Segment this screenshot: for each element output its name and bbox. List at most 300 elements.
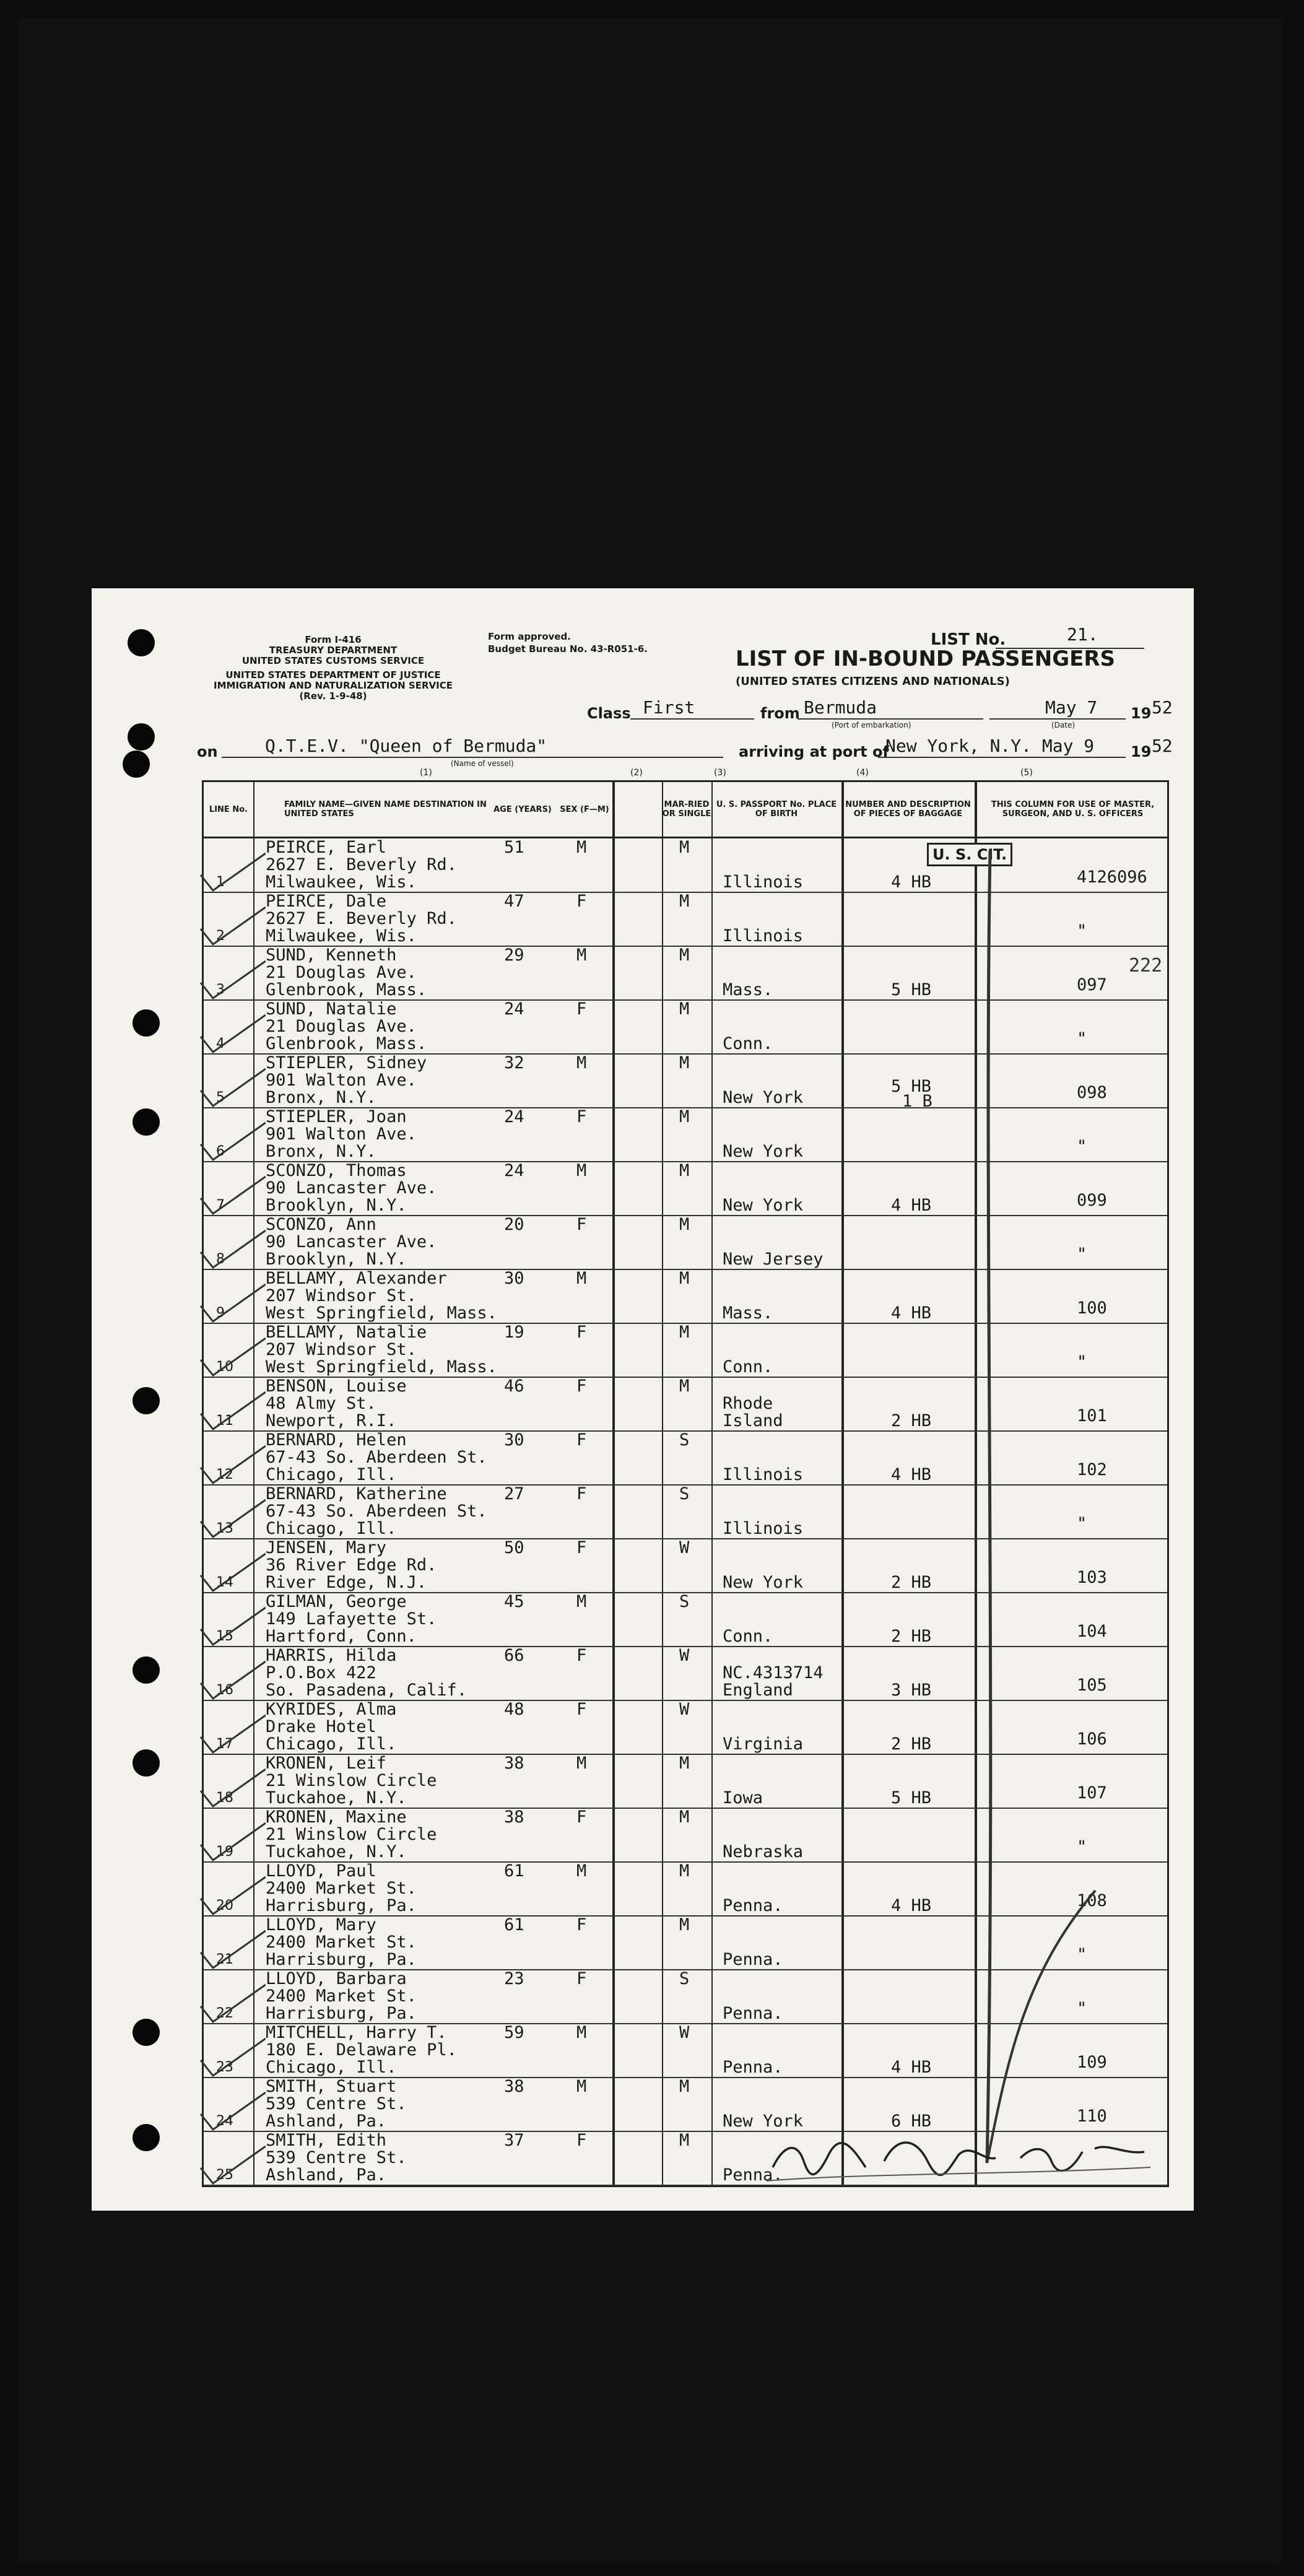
place-of-birth: Iowa (723, 1788, 763, 1808)
place-of-birth: Conn. (723, 1627, 773, 1646)
check-mark-icon (191, 1982, 266, 2025)
baggage: 6 HB (891, 2112, 932, 2131)
age: 38 (504, 1808, 524, 1827)
passenger-name: LLOYD, Mary (266, 1915, 376, 1934)
place-of-birth: Conn. (723, 1034, 773, 1053)
sex: F (576, 1808, 587, 1827)
check-mark-icon (191, 1497, 266, 1540)
officer-notation: 110 (1077, 2107, 1107, 2126)
baggage: 2 HB (891, 1573, 932, 1592)
officer-notation: 109 (1077, 2053, 1107, 2072)
baggage: 4 HB (891, 2058, 932, 2077)
age: 61 (504, 1915, 524, 1934)
line-number: 7 (216, 1198, 225, 1213)
date-underline (989, 718, 1126, 720)
budget-bureau: Budget Bureau No. 43-R051-6. (488, 643, 648, 655)
passenger-name: BERNARD, Helen (266, 1430, 407, 1450)
header-age: AGE (YEARS) (493, 804, 552, 814)
line-number: 4 (216, 1036, 225, 1051)
passenger-name: JENSEN, Mary (266, 1538, 387, 1557)
sex: M (576, 1161, 587, 1180)
line-number: 8 (216, 1251, 225, 1267)
line-number: 15 (216, 1629, 233, 1644)
line-number: 16 (216, 1682, 233, 1698)
punch-hole (128, 723, 155, 751)
sex: M (576, 1053, 587, 1073)
officer-notation: " (1077, 1245, 1087, 1264)
line-number: 21 (216, 1952, 233, 1967)
address-city: Harrisburg, Pa. (266, 1896, 417, 1915)
address-street: 901 Walton Ave. (266, 1125, 417, 1144)
passenger-name: BENSON, Louise (266, 1377, 407, 1396)
age: 24 (504, 1107, 524, 1126)
officer-notation: " (1077, 1137, 1087, 1156)
marital-status: M (679, 1107, 690, 1126)
place-of-birth: Penna. (723, 2058, 783, 2077)
passenger-name: GILMAN, George (266, 1592, 407, 1611)
form-agency-block (203, 635, 463, 702)
sex: F (576, 1484, 587, 1503)
age: 59 (504, 2023, 524, 2042)
check-mark-icon (191, 2035, 266, 2079)
inspector-signature (760, 2124, 1157, 2192)
address-street: 21 Douglas Ave. (266, 963, 417, 982)
address-city: Bronx, N.Y. (266, 1088, 376, 1107)
place-of-birth: Penna. (723, 1896, 783, 1915)
passenger-name: SMITH, Edith (266, 2131, 387, 2150)
address-street: 539 Centre St. (266, 2094, 407, 2113)
colnum-1: (1) (420, 768, 432, 778)
address-city: Harrisburg, Pa. (266, 2004, 417, 2023)
marital-status: S (679, 1430, 690, 1450)
check-mark-icon (191, 904, 266, 947)
officer-notation: 4126096 (1077, 868, 1147, 887)
address-city: Hartford, Conn. (266, 1627, 417, 1646)
address-street: 207 Windsor St. (266, 1286, 417, 1305)
sex: M (576, 1269, 587, 1288)
officer-notation: 106 (1077, 1730, 1107, 1749)
line-number: 18 (216, 1790, 233, 1806)
depart-year: 52 (1152, 697, 1173, 718)
address-city: Milwaukee, Wis. (266, 926, 417, 946)
address-street: 90 Lancaster Ave. (266, 1232, 437, 1251)
passenger-name: LLOYD, Barbara (266, 1969, 407, 1988)
depart-year-prefix: 19 (1131, 705, 1152, 722)
address-city: Milwaukee, Wis. (266, 872, 417, 892)
class-underline (630, 718, 754, 720)
address-street: 67-43 So. Aberdeen St. (266, 1502, 487, 1521)
baggage: 4 HB (891, 1465, 932, 1484)
baggage: 4 HB (891, 1303, 932, 1323)
age: 19 (504, 1323, 524, 1342)
punch-hole (133, 1387, 160, 1414)
age: 30 (504, 1269, 524, 1288)
baggage: 3 HB (891, 1681, 932, 1700)
address-city: Newport, R.I. (266, 1411, 397, 1430)
marital-status: M (679, 1915, 690, 1934)
marital-status: M (679, 892, 690, 911)
marital-status: M (679, 999, 690, 1019)
check-mark-icon (191, 1335, 266, 1378)
marital-status: M (679, 1269, 690, 1288)
punch-hole (123, 751, 150, 778)
sex: M (576, 2023, 587, 2042)
passenger-name: KYRIDES, Alma (266, 1700, 397, 1719)
form-number: Form I-416 (305, 634, 362, 645)
sex: M (576, 838, 587, 857)
sex: F (576, 1377, 587, 1396)
officer-notation: 107 (1077, 1783, 1107, 1803)
line-number: 17 (216, 1736, 233, 1752)
manifest-subtitle: (UNITED STATES CITIZENS AND NATIONALS) (736, 675, 1010, 688)
baggage: 2 HB (891, 1627, 932, 1646)
age: 20 (504, 1215, 524, 1234)
place-of-birth: New York (723, 1088, 804, 1107)
passenger-name: LLOYD, Paul (266, 1861, 376, 1881)
address-street: 2627 E. Beverly Rd. (266, 855, 457, 874)
address-city: West Springfield, Mass. (266, 1357, 497, 1377)
officer-notation: 102 (1077, 1460, 1107, 1479)
address-city: Glenbrook, Mass. (266, 1034, 427, 1053)
address-street: 2400 Market St. (266, 1879, 417, 1898)
marital-status: W (679, 1538, 690, 1557)
officer-notation: " (1077, 1945, 1087, 1964)
age: 32 (504, 1053, 524, 1073)
place-of-birth: Penna. (723, 2165, 783, 2185)
baggage: 2 HB (891, 1411, 932, 1430)
colnum-5: (5) (1020, 768, 1033, 778)
arriving-label: arriving at port of (739, 743, 889, 760)
justice-dept: UNITED STATES DEPARTMENT OF JUSTICE (225, 669, 441, 681)
address-street: 539 Centre St. (266, 2148, 407, 2167)
age: 50 (504, 1538, 524, 1557)
address-street: 2400 Market St. (266, 1933, 417, 1952)
age: 51 (504, 838, 524, 857)
officer-notation: 099 (1077, 1191, 1107, 1210)
check-mark-icon (191, 1551, 266, 1594)
sex: F (576, 1107, 587, 1126)
address-city: Brooklyn, N.Y. (266, 1250, 407, 1269)
customs-service: UNITED STATES CUSTOMS SERVICE (241, 655, 425, 666)
check-mark-icon (191, 1120, 266, 1163)
address-city: Brooklyn, N.Y. (266, 1196, 407, 1215)
age: 48 (504, 1700, 524, 1719)
marital-status: M (679, 1215, 690, 1234)
marital-status: M (679, 1861, 690, 1881)
passenger-name: PEIRCE, Earl (266, 838, 387, 857)
header-sex: SEX (F—M) (560, 804, 609, 814)
sex: F (576, 1915, 587, 1934)
marital-status: S (679, 1969, 690, 1988)
place-of-birth: Conn. (723, 1357, 773, 1377)
punch-hole (128, 629, 155, 656)
officer-notation: " (1077, 1514, 1087, 1533)
port-embark-caption: (Port of embarkation) (832, 721, 911, 729)
check-mark-icon (191, 958, 266, 1001)
line-number: 14 (216, 1575, 233, 1590)
address-city: Chicago, Ill. (266, 2058, 397, 2077)
check-mark-icon (191, 1012, 266, 1055)
officer-notation: 103 (1077, 1568, 1107, 1587)
officer-notation: " (1077, 1837, 1087, 1856)
marital-status: M (679, 1754, 690, 1773)
address-city: So. Pasadena, Calif. (266, 1681, 467, 1700)
passenger-name: BELLAMY, Alexander (266, 1269, 447, 1288)
punch-hole (133, 1656, 160, 1684)
sex: F (576, 999, 587, 1019)
sex: F (576, 2131, 587, 2150)
line-number: 23 (216, 2060, 233, 2075)
check-mark-icon (191, 1173, 266, 1217)
check-mark-icon (191, 1658, 266, 1702)
place-of-birth: Illinois (723, 926, 804, 946)
line-number: 22 (216, 2006, 233, 2021)
age: 23 (504, 1969, 524, 1988)
age: 24 (504, 999, 524, 1019)
baggage: 4 HB (891, 1196, 932, 1215)
sex: F (576, 892, 587, 911)
officer-notation: " (1077, 1999, 1087, 2018)
officer-notation: 101 (1077, 1406, 1107, 1425)
place-of-birth: Island (723, 1411, 783, 1430)
colnum-4: (4) (856, 768, 869, 778)
address-city: River Edge, N.J. (266, 1573, 427, 1592)
check-mark-icon (191, 850, 266, 894)
age: 46 (504, 1377, 524, 1396)
from-value: Bermuda (804, 697, 877, 718)
passenger-name: STIEPLER, Joan (266, 1107, 407, 1126)
address-city: West Springfield, Mass. (266, 1303, 497, 1323)
baggage: 5 HB (891, 1077, 932, 1096)
passenger-name: HARRIS, Hilda (266, 1646, 397, 1665)
marital-status: W (679, 2023, 690, 2042)
officer-notation: 097 (1077, 975, 1107, 994)
passenger-name: SMITH, Stuart (266, 2077, 397, 2096)
sex: F (576, 1323, 587, 1342)
place-of-birth: Mass. (723, 980, 773, 999)
age: 47 (504, 892, 524, 911)
line-number: 24 (216, 2113, 233, 2129)
sex: F (576, 1215, 587, 1234)
punch-hole (133, 1009, 160, 1037)
line-number: 9 (216, 1305, 225, 1321)
list-label: LIST No. (931, 630, 1006, 649)
check-mark-icon (191, 1928, 266, 1971)
age: 66 (504, 1646, 524, 1665)
officer-notation: " (1077, 1352, 1087, 1372)
officer-notation: 100 (1077, 1299, 1107, 1318)
place-of-birth: Illinois (723, 1465, 804, 1484)
sex: F (576, 1646, 587, 1665)
age: 45 (504, 1592, 524, 1611)
check-mark-icon (191, 1443, 266, 1486)
address-street: 21 Douglas Ave. (266, 1017, 417, 1036)
line-number: 10 (216, 1359, 233, 1375)
place-of-birth: Illinois (723, 1519, 804, 1538)
age: 38 (504, 2077, 524, 2096)
officer-notation: 105 (1077, 1676, 1107, 1695)
check-mark-icon (191, 2143, 266, 2187)
header-officers: THIS COLUMN FOR USE OF MASTER, SURGEON, AND U. S. OFFICERS (991, 800, 1155, 819)
marital-status: S (679, 1484, 690, 1503)
vessel-name: Q.T.E.V. "Queen of Bermuda" (265, 736, 547, 756)
marital-status: M (679, 1377, 690, 1396)
check-mark-icon (191, 1604, 266, 1648)
check-mark-icon (191, 1820, 266, 1863)
address-city: Glenbrook, Mass. (266, 980, 427, 999)
marital-status: M (679, 1053, 690, 1073)
place-of-birth: England (723, 1681, 793, 1700)
marital-status: M (679, 1161, 690, 1180)
marital-status: M (679, 838, 690, 857)
header-married: MAR-RIED OR SINGLE (662, 800, 711, 819)
age: 27 (504, 1484, 524, 1503)
address-street: 21 Winslow Circle (266, 1825, 437, 1844)
sex: F (576, 1700, 587, 1719)
check-mark-icon (191, 1874, 266, 1917)
baggage: 5 HB (891, 980, 932, 999)
on-label: on (197, 743, 218, 760)
check-mark-icon (191, 2089, 266, 2133)
marital-status: M (679, 946, 690, 965)
place-of-birth: Illinois (723, 872, 804, 892)
class-value: First (643, 697, 695, 718)
line-number: 1 (216, 874, 225, 890)
address-street: 90 Lancaster Ave. (266, 1178, 437, 1198)
passenger-name: SCONZO, Ann (266, 1215, 376, 1234)
line-number: 20 (216, 1898, 233, 1913)
margin-note: 222 (1129, 955, 1163, 977)
place-of-birth: New York (723, 1142, 804, 1161)
place-of-birth: Penna. (723, 1950, 783, 1969)
officer-notation: " (1077, 1029, 1087, 1048)
check-mark-icon (191, 1281, 266, 1325)
address-city: Bronx, N.Y. (266, 1142, 376, 1161)
passenger-name: KRONEN, Maxine (266, 1808, 407, 1827)
marital-status: M (679, 2131, 690, 2150)
marital-status: M (679, 1323, 690, 1342)
depart-date: May 7 (1045, 697, 1098, 718)
line-number: 11 (216, 1413, 233, 1429)
sex: F (576, 1538, 587, 1557)
line-number: 2 (216, 928, 225, 944)
passenger-name: SUND, Natalie (266, 999, 397, 1019)
header-name: FAMILY NAME—GIVEN NAME DESTINATION IN UNITED STATES (284, 800, 487, 819)
age: 37 (504, 2131, 524, 2150)
colnum-3: (3) (714, 768, 726, 778)
address-city: Ashland, Pa. (266, 2165, 387, 2185)
punch-hole (133, 1749, 160, 1777)
address-street: 901 Walton Ave. (266, 1071, 417, 1090)
age: 24 (504, 1161, 524, 1180)
passenger-table (202, 780, 1169, 2187)
arrival-underline (878, 757, 1126, 758)
colnum-2a: (2) (630, 768, 643, 778)
baggage-extra: 1 B (902, 1092, 932, 1111)
punch-hole (133, 1108, 160, 1136)
check-mark-icon (191, 1389, 266, 1432)
arrival-year-prefix: 19 (1131, 743, 1152, 760)
address-street: 48 Almy St. (266, 1394, 376, 1413)
officer-notation: " (1077, 921, 1087, 941)
manifest-page (92, 588, 1194, 2211)
treasury-dept: TREASURY DEPARTMENT (269, 645, 398, 656)
age: 30 (504, 1430, 524, 1450)
sex: M (576, 1592, 587, 1611)
age: 61 (504, 1861, 524, 1881)
line-number: 6 (216, 1144, 225, 1159)
address-city: Chicago, Ill. (266, 1734, 397, 1754)
arrival-port: New York, N.Y. May 9 (885, 736, 1095, 756)
address-city: Chicago, Ill. (266, 1465, 397, 1484)
place-of-birth: Mass. (723, 1303, 773, 1323)
address-street: 180 E. Delaware Pl. (266, 2040, 457, 2060)
passenger-name: BELLAMY, Natalie (266, 1323, 427, 1342)
sex: F (576, 1969, 587, 1988)
line-number: 25 (216, 2167, 233, 2183)
address-street: 36 River Edge Rd. (266, 1556, 437, 1575)
from-label: from (760, 705, 800, 722)
address-street: P.O.Box 422 (266, 1663, 376, 1682)
officer-notation: 098 (1077, 1083, 1107, 1102)
arrival-year: 52 (1152, 736, 1173, 756)
header-baggage: NUMBER AND DESCRIPTION OF PIECES OF BAGGAGE (845, 800, 971, 819)
marital-status: W (679, 1646, 690, 1665)
marital-status: S (679, 1592, 690, 1611)
line-number: 19 (216, 1844, 233, 1860)
passenger-name: KRONEN, Leif (266, 1754, 387, 1773)
baggage: 5 HB (891, 1788, 932, 1808)
place-of-birth: Nebraska (723, 1842, 804, 1861)
marital-status: M (679, 1808, 690, 1827)
officer-notation: 104 (1077, 1622, 1107, 1641)
sex: F (576, 1430, 587, 1450)
sex: M (576, 2077, 587, 2096)
age: 29 (504, 946, 524, 965)
check-mark-icon (191, 1712, 266, 1756)
header-line-no: LINE No. (209, 804, 248, 814)
address-street: 207 Windsor St. (266, 1340, 417, 1359)
sex: M (576, 946, 587, 965)
punch-hole (133, 2019, 160, 2046)
address-street: 2400 Market St. (266, 1986, 417, 2006)
revision: (Rev. 1-9-48) (299, 690, 367, 702)
passenger-name: PEIRCE, Dale (266, 892, 387, 911)
address-city: Chicago, Ill. (266, 1519, 397, 1538)
address-street: Drake Hotel (266, 1717, 376, 1736)
passenger-name: BERNARD, Katherine (266, 1484, 447, 1503)
age: 38 (504, 1754, 524, 1773)
address-city: Ashland, Pa. (266, 2112, 387, 2131)
address-city: Harrisburg, Pa. (266, 1950, 417, 1969)
place-of-birth: Virginia (723, 1734, 804, 1754)
marital-status: M (679, 2077, 690, 2096)
baggage: 2 HB (891, 1734, 932, 1754)
check-mark-icon (191, 1066, 266, 1109)
address-street: 67-43 So. Aberdeen St. (266, 1448, 487, 1467)
ins-service: IMMIGRATION AND NATURALIZATION SERVICE (214, 680, 453, 691)
line-number: 12 (216, 1467, 233, 1482)
us-citizen-stamp: U. S. CIT. (927, 843, 1012, 866)
from-underline (798, 718, 983, 720)
passenger-name: MITCHELL, Harry T. (266, 2023, 447, 2042)
sex: M (576, 1754, 587, 1773)
address-city: Tuckahoe, N.Y. (266, 1842, 407, 1861)
manifest-title: LIST OF IN-BOUND PASSENGERS (736, 646, 1115, 671)
passport-number: Rhode (723, 1394, 773, 1413)
line-number: 5 (216, 1090, 225, 1105)
vessel-caption: (Name of vessel) (451, 759, 514, 768)
